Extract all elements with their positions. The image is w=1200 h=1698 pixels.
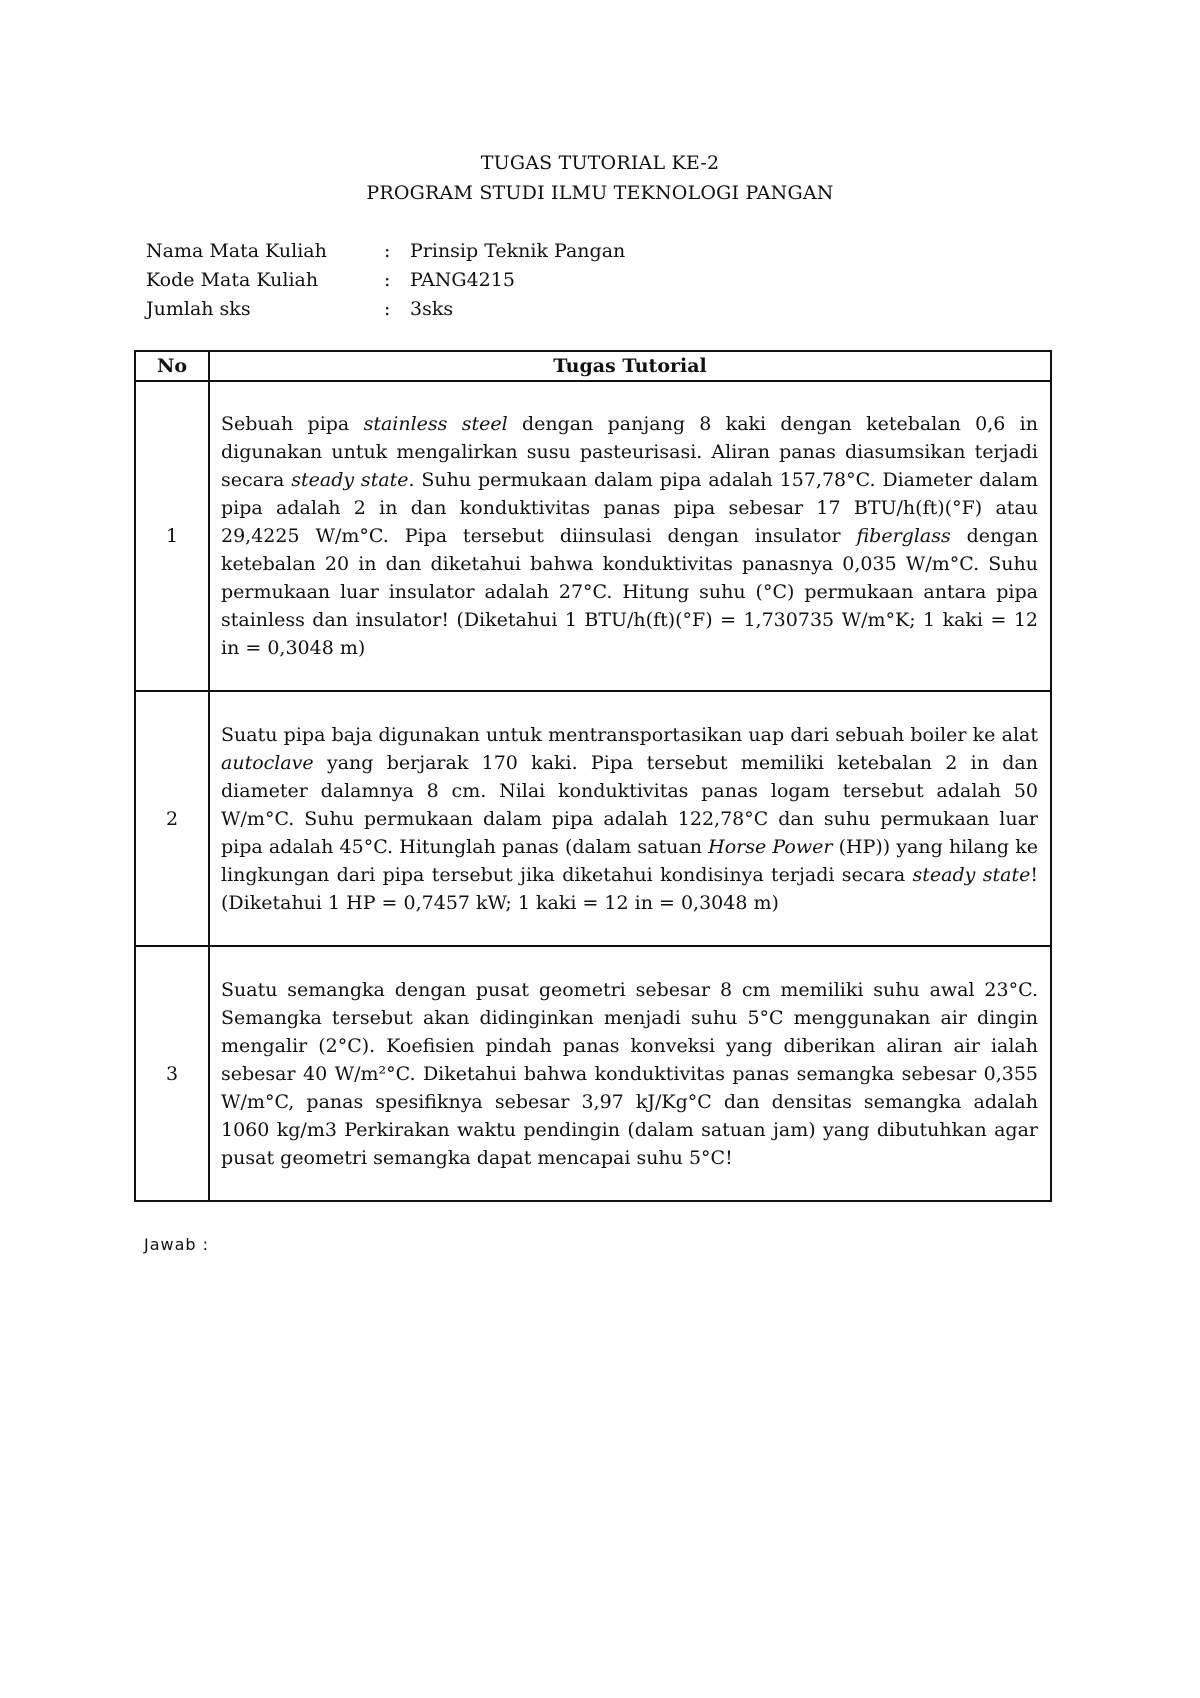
colon: : <box>384 240 391 262</box>
course-info-row <box>146 237 625 266</box>
text-segment: Suatu semangka dengan pusat geometri sebesar 8 cm memiliki suhu awal 23°C. Semangka tersebut akan didinginkan menjadi suhu 5°C menggunakan air dingin mengalir (2°C). Koefisien pindah panas konveksi yang diberikan aliran air ialah sebesar 40 W/m²°C. Diketahui bahwa konduktivitas panas semangka sebesar 0,355 W/m°C, panas spesifiknya sebesar 3,97 kJ/Kg°C dan densitas semangka adalah 1060 kg/m3 Perkirakan waktu pendingin (dalam satuan jam) yang dibutuhkan agar pusat geometri semangka dapat mencapai suhu 5°C! <box>221 978 1038 1169</box>
course-info-row <box>146 295 625 324</box>
italic-term: steady state <box>291 469 409 491</box>
table-row <box>135 381 1051 691</box>
text-segment: dengan ketebalan 20 in dan diketahui bahwa konduktivitas panasnya 0,035 W/m°C. Suhu permukaan luar insulator adalah 27°C. Hitung suhu (°C) permukaan antara pipa stainless dan insulator! (Diketahui 1 BTU/h(ft)(°F) = 1,730735 W/m°K; 1 kaki = 12 in = 0,3048 m) <box>221 525 1038 659</box>
italic-term: stainless steel <box>363 413 508 435</box>
table-row <box>135 691 1051 946</box>
table-row <box>135 946 1051 1201</box>
colon: : <box>384 298 391 320</box>
course-info-row <box>146 266 625 295</box>
text-segment: yang berjarak 170 kaki. Pipa tersebut memiliki ketebalan 2 in dan diameter dalamnya 8 cm. Nilai konduktivitas panas logam tersebut adalah 50 W/m°C. Suhu permukaan dalam pipa adalah 122,78°C dan suhu permukaan luar pipa adalah 45°C. Hitunglah panas (dalam satuan <box>221 751 1038 858</box>
title-line-1: TUGAS TUTORIAL KE-2 <box>480 152 720 174</box>
text-segment: dengan panjang 8 kaki dengan ketebalan 0,6 in digunakan untuk mengalirkan susu pasteurisasi. Aliran panas diasumsikan terjadi secara <box>221 413 1038 491</box>
task-number: 3 <box>135 946 209 1201</box>
text-segment: Sebuah pipa <box>221 413 364 435</box>
document-title <box>0 148 1200 208</box>
italic-term: steady state <box>912 863 1031 886</box>
task-text <box>209 946 1051 1201</box>
title-line-2: PROGRAM STUDI ILMU TEKNOLOGI PANGAN <box>366 182 834 204</box>
task-number: 2 <box>135 691 209 946</box>
task-text <box>209 381 1051 691</box>
italic-term: fiberglass <box>856 525 951 547</box>
course-name-value: Prinsip Teknik Pangan <box>410 240 626 262</box>
column-header-task: Tugas Tutorial <box>209 351 1051 381</box>
credits-label: Jumlah sks <box>146 298 251 320</box>
text-segment: Suatu pipa baja digunakan untuk mentransportasikan uap dari sebuah boiler ke alat <box>221 723 1038 746</box>
course-code-label: Kode Mata Kuliah <box>146 269 319 291</box>
colon: : <box>384 269 391 291</box>
course-code-value: PANG4215 <box>410 269 515 291</box>
course-info <box>146 237 625 324</box>
course-name-label: Nama Mata Kuliah <box>146 240 327 262</box>
task-text <box>209 691 1051 946</box>
text-segment: (HP)) yang hilang ke lingkungan dari pipa tersebut jika diketahui kondisinya terjadi secara <box>221 835 1039 886</box>
answer-label: Jawab : <box>144 1235 210 1254</box>
task-number: 1 <box>135 381 209 691</box>
table-header-row <box>135 351 1051 381</box>
task-table <box>134 350 1052 1202</box>
credits-value: 3sks <box>410 298 454 320</box>
text-segment: . Suhu permukaan dalam pipa adalah 157,78°C. Diameter dalam pipa adalah 2 in dan konduktivitas panas pipa sebesar 17 BTU/h(ft)(°F) atau 29,4225 W/m°C. Pipa tersebut diinsulasi dengan insulator <box>221 469 1038 547</box>
italic-term: Horse Power <box>708 835 833 858</box>
column-header-no: No <box>135 351 209 381</box>
italic-term: autoclave <box>221 751 314 774</box>
text-segment: ! (Diketahui 1 HP = 0,7457 kW; 1 kaki = 12 in = 0,3048 m) <box>221 863 1038 914</box>
